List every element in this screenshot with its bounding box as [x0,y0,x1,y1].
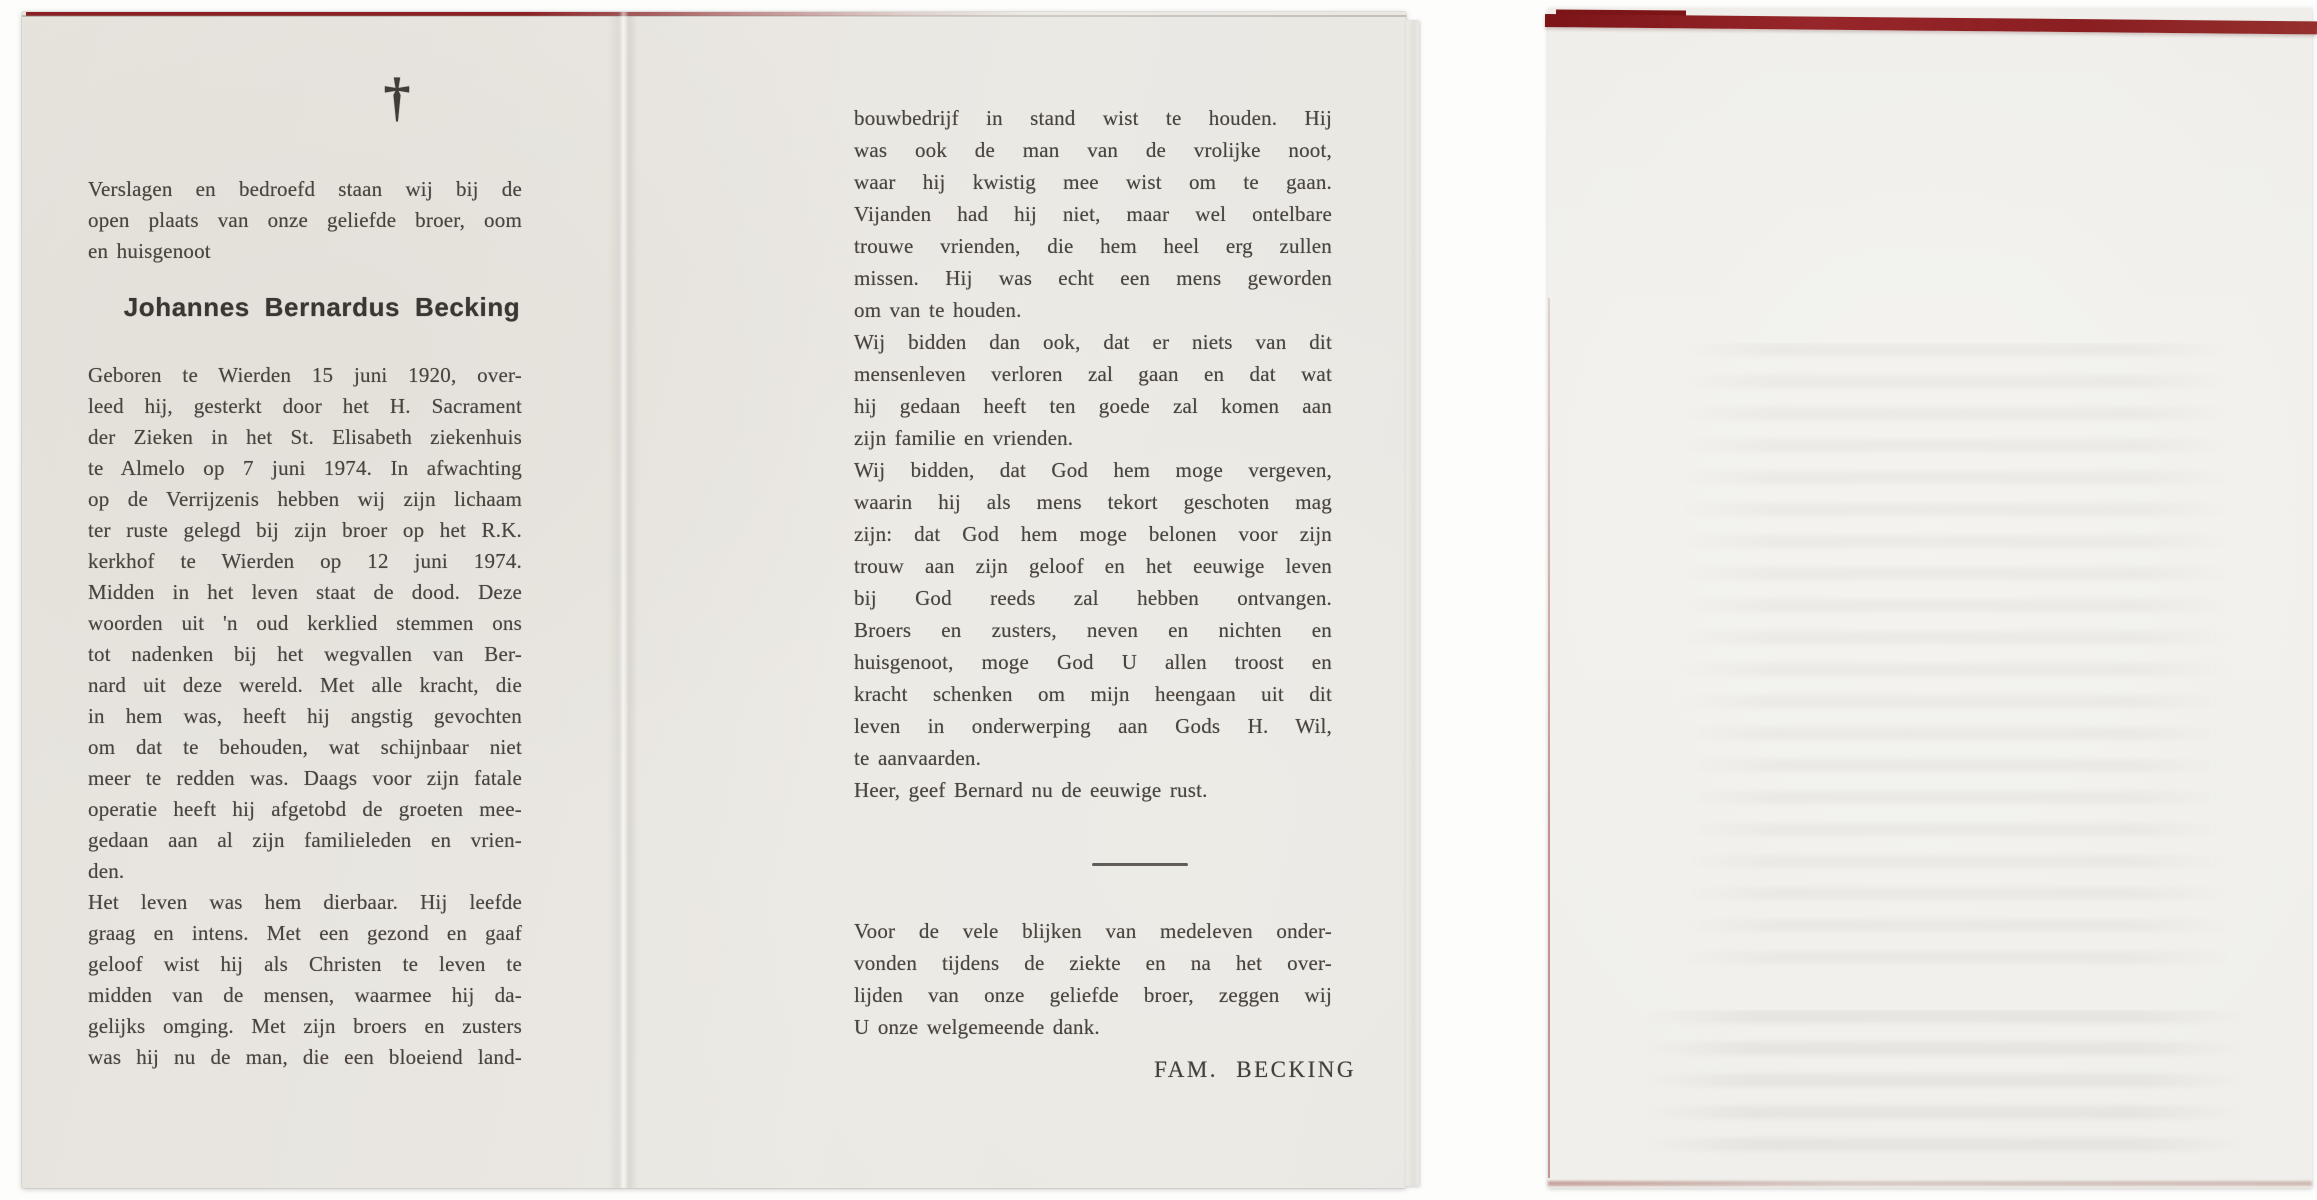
card-top-scan-edge [22,15,1406,17]
page-thickness-edge [1406,20,1419,1186]
card-bottom-edge [1548,1181,2312,1186]
bleed-through-text [1678,343,2232,973]
fold-crease [608,12,638,1188]
deceased-name-heading: Johannes Bernardus Becking [123,292,521,322]
card-top-maroon-edge [1545,14,2317,34]
cross-icon: † [383,67,411,127]
card-inner-spread-page [22,12,1406,1188]
text-column-right: bouwbedrijf in stand wist te houden. Hij was ook de man van de vrolijke noot, waar hij kwistig mee wist om te gaan. Vijanden had hij niet, maar wel ontelbare trouwe vrienden, die hem heel erg zullen missen. Hij was echt een mens geworden om van te houden. Wij bidden dan ook, dat er niets van dit mensenleven verloren zal gaan en dat wat hij gedaan heeft ten goede zal komen aan zijn familie en vrienden. Wij bidden, dat God hem moge vergeven, waarin hij als mens tekort geschoten mag zijn: dat God hem moge belonen voor zijn trouw aan zijn geloof en het eeuwige leven bij God reeds zal hebben ontvangen. Broers en zusters, neven en nichten en huisgenoot, moge God U allen troost en kracht schenken om mijn heengaan uit dit leven in onderwerping aan Gods H. Wil, te aanvaarden. Heer, geef Bernard nu de eeuwige rust. [854,106,1332,802]
text-column-left [88,174,522,1073]
obituary-body-text: Geboren te Wierden 15 juni 1920, over- leed hij, gesterkt door het H. Sacrament der Zieken in het St. Elisabeth ziekenhuis te Almelo op 7 juni 1974. In afwachting op de Verrijzenis hebben wij zijn lichaam ter ruste gelegd bij zijn broer op het R.K. kerkhof te Wierden op 12 juni 1974. Midden in het leven staat de dood. Deze woorden uit 'n oud kerklied stemmen ons tot nadenken bij het wegvallen van Ber- nard uit deze wereld. Met alle kracht, die in hem was, heeft hij angstig gevochten om dat te behouden, wat schijnbaar niet meer te redden was. Daags voor zijn fatale operatie heeft hij afgetobd de groeten mee- gedaan aan al zijn familieleden en vrien- den. Het leven was hem dierbaar. Hij leefde graag en intens. Met een gezond en gaaf geloof wist hij als Christen te leven te midden van de mensen, waarmee hij da- gelijks omging. Met zijn broers en zusters was hij nu de man, die een bloeiend land- [88,363,522,1069]
card-back-page [1548,8,2312,1188]
obituary-intro-text: Verslagen en bedroefd staan wij bij de open plaats van onze geliefde broer, oom en huisgenoot [88,177,522,263]
card-left-maroon-edge [1548,298,1550,1178]
divider-line [1092,863,1188,866]
thank-you-text: Voor de vele blijken van medeleven onder- vonden tijdens de ziekte en na het over- lijden van onze geliefde broer, zeggen wij U onze welgemeende dank. [854,919,1332,1039]
bleed-through-text [1643,1010,2247,1158]
family-signature: FAM. BECKING [1154,1057,1356,1082]
